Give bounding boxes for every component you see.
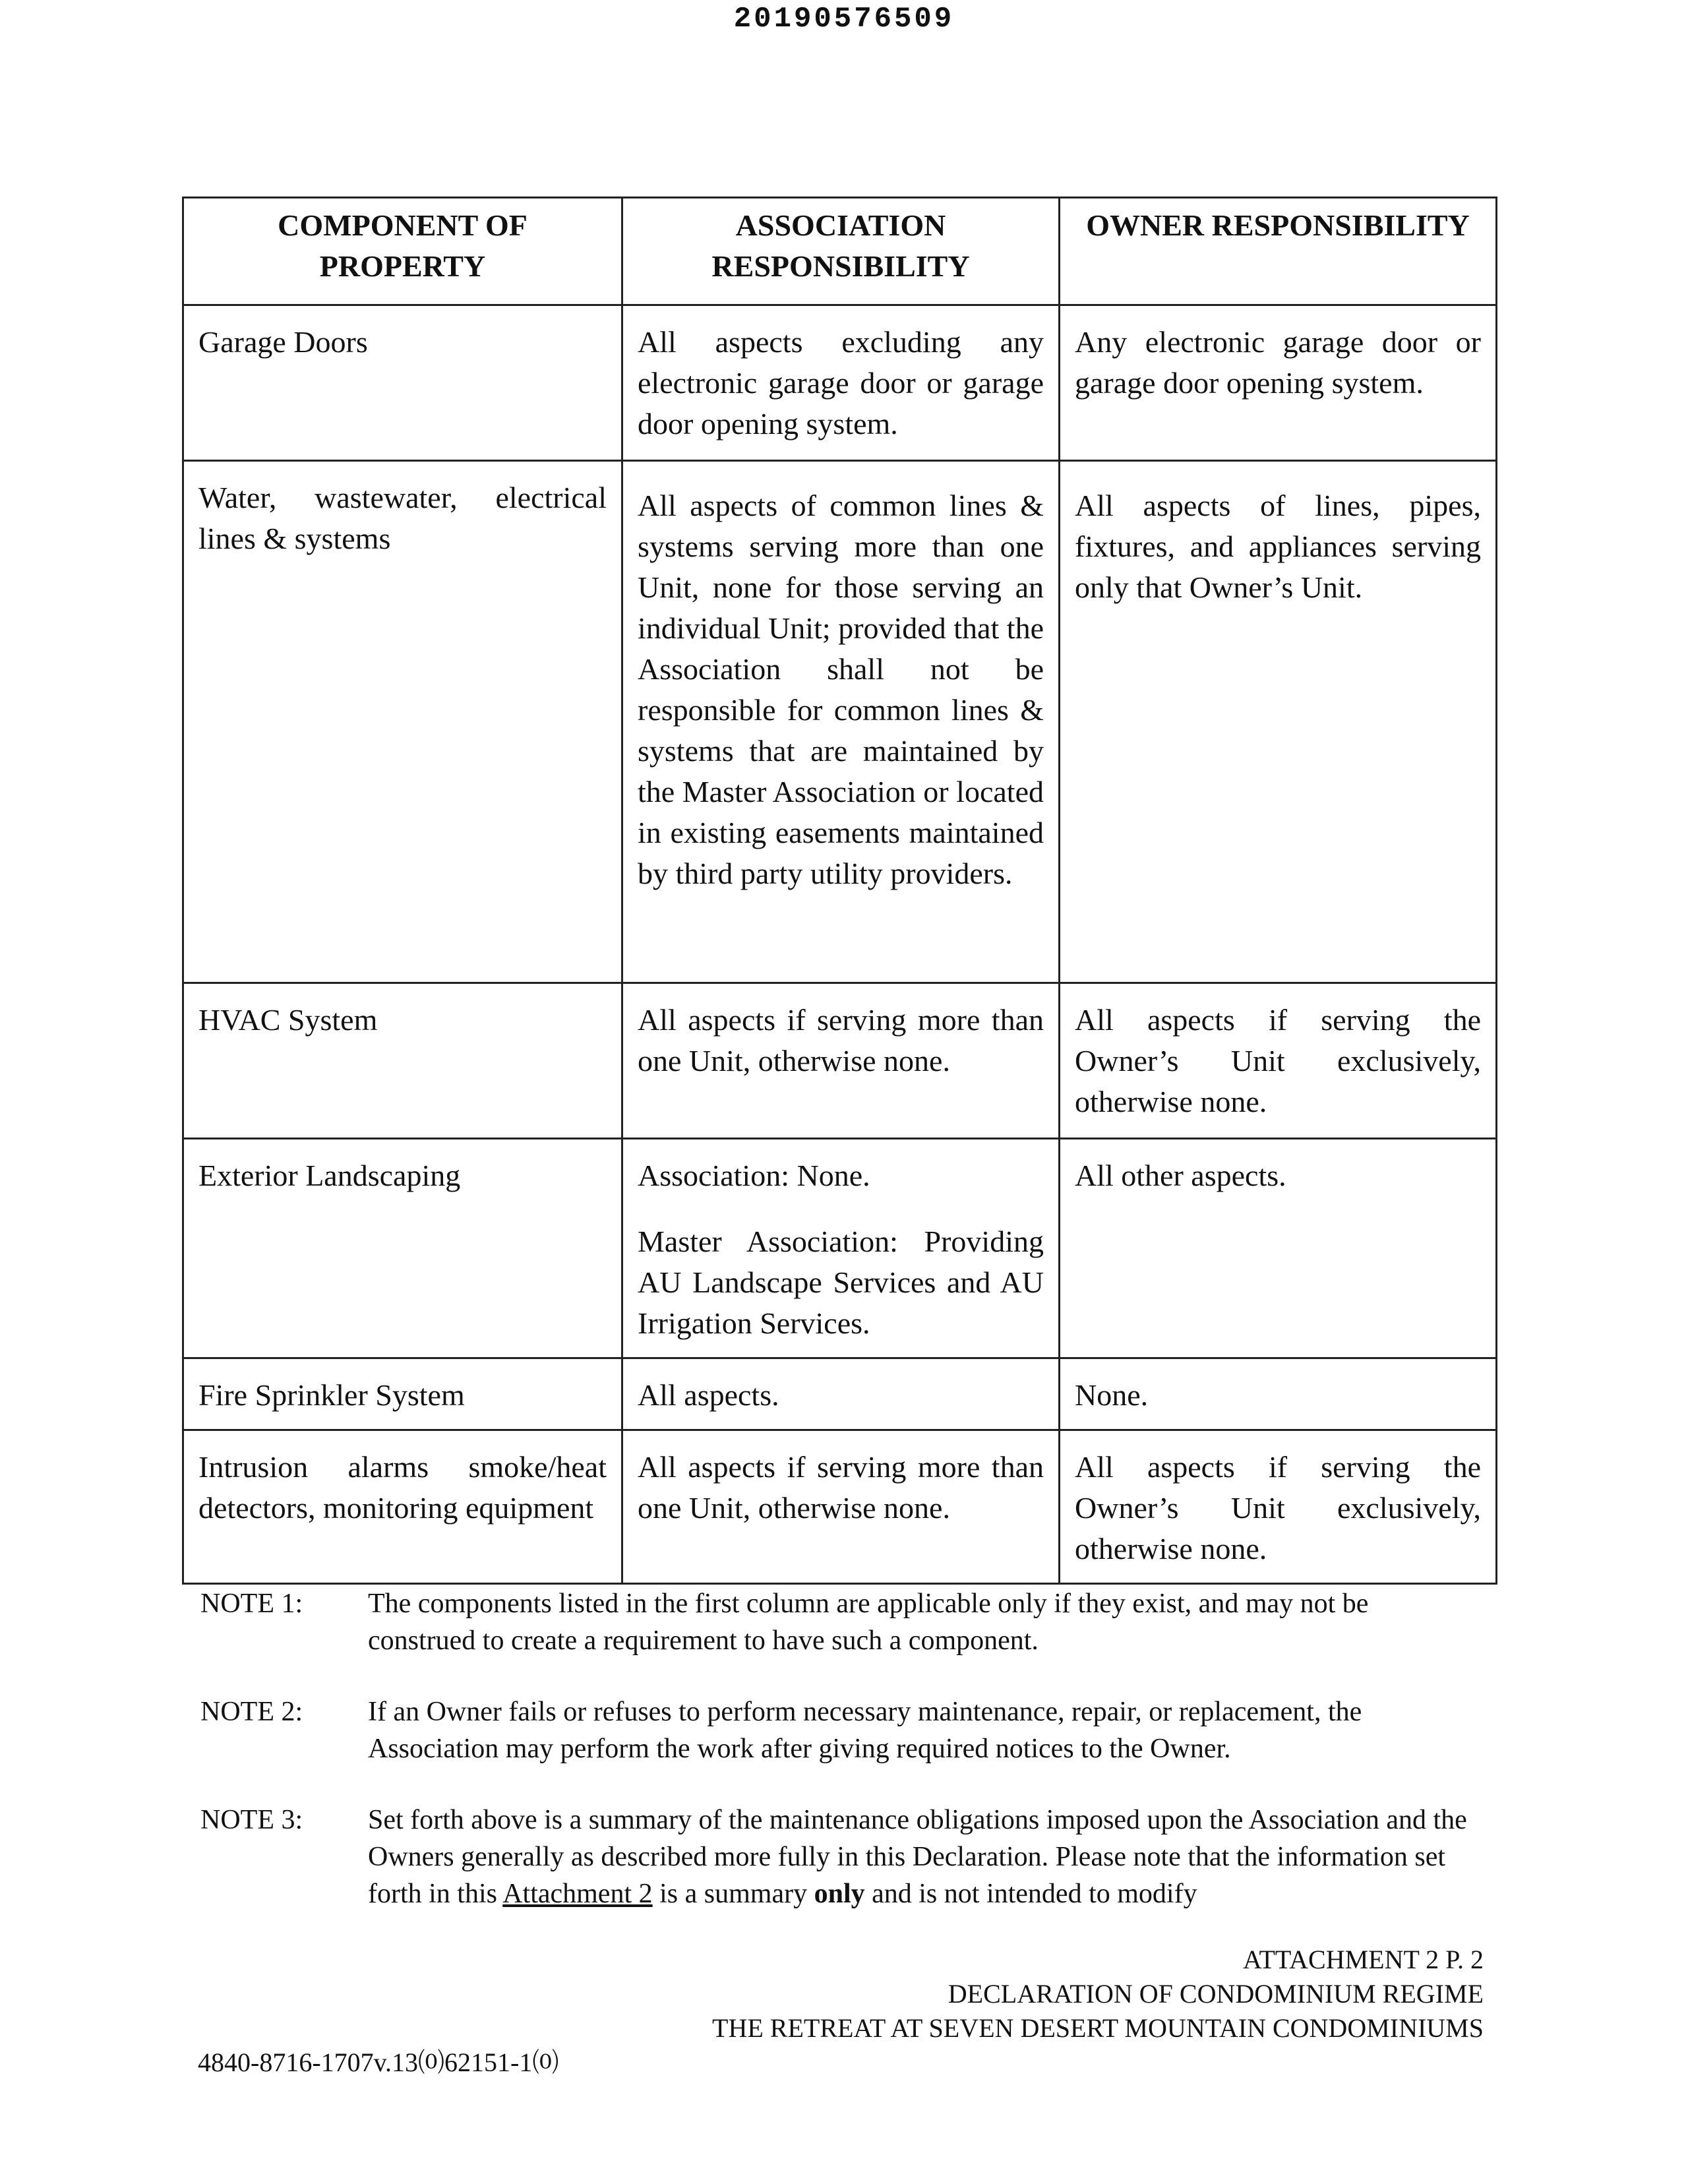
- responsibility-table: [182, 197, 1497, 1585]
- document-id: 4840-8716-1707v.13⒪62151-1⒪: [198, 2048, 559, 2077]
- association-text: All aspects.: [638, 1378, 779, 1412]
- owner-cell: All other aspects.: [1060, 1139, 1497, 1358]
- recording-number: 20190576509: [733, 3, 955, 36]
- component-cell: HVAC System: [183, 983, 622, 1139]
- header-owner: OWNER RESPONSIBILITY: [1060, 198, 1497, 305]
- note-text: If an Owner fails or refuses to perform necessary maintenance, repair, or replacement, the Association may perform the work after giving required notices to the Owner.: [368, 1697, 1362, 1764]
- table-row: [183, 305, 1497, 461]
- owner-cell: All aspects of lines, pipes, fixtures, and appliances serving only that Owner’s Unit.: [1060, 461, 1497, 983]
- association-text: All aspects excluding any electronic garage door or garage door opening system.: [638, 325, 1044, 440]
- association-cell: [622, 1430, 1060, 1584]
- owner-cell: None.: [1060, 1358, 1497, 1430]
- association-cell: [622, 983, 1060, 1139]
- note-2: [200, 1693, 1482, 1767]
- note-3: [200, 1802, 1482, 1912]
- notes-section: [200, 1585, 1482, 1947]
- table-row: [183, 461, 1497, 983]
- table-row: [183, 1139, 1497, 1358]
- header-component: COMPONENT OF PROPERTY: [183, 198, 622, 305]
- note-label: NOTE 2:: [200, 1697, 303, 1727]
- component-cell: Garage Doors: [183, 305, 622, 461]
- table-header-row: [183, 198, 1497, 305]
- table-row: [183, 1358, 1497, 1430]
- association-text: All aspects of common lines & systems serving more than one Unit, none for those serving an individual Unit; provided that the Association shall not be responsible for common lines & systems that are maintained by the Master Association or located in existing easements maintained by third party utility providers.: [638, 489, 1044, 890]
- footer-declaration: DECLARATION OF CONDOMINIUM REGIME: [948, 1979, 1484, 2009]
- owner-cell: All aspects if serving the Owner’s Unit exclusively, otherwise none.: [1060, 1430, 1497, 1584]
- footer-property-name: THE RETREAT AT SEVEN DESERT MOUNTAIN CONDOMINIUMS: [712, 2013, 1484, 2043]
- component-cell: Intrusion alarms smoke/heat detectors, monitoring equipment: [183, 1430, 622, 1584]
- table-row: [183, 1430, 1497, 1584]
- note-1: [200, 1585, 1482, 1659]
- association-cell: [622, 1139, 1060, 1358]
- association-cell: [622, 461, 1060, 983]
- note-text: [368, 1802, 1482, 1912]
- emphasis-only: only: [814, 1879, 865, 1909]
- owner-cell: Any electronic garage door or garage door opening system.: [1060, 305, 1497, 461]
- note-label: NOTE 3:: [200, 1805, 303, 1835]
- association-cell: [622, 1358, 1060, 1430]
- note-text-part: is a summary: [652, 1879, 814, 1909]
- owner-cell: All aspects if serving the Owner’s Unit exclusively, otherwise none.: [1060, 983, 1497, 1139]
- attachment-reference: Attachment 2: [502, 1879, 653, 1909]
- association-text: Association: None.: [638, 1159, 870, 1192]
- note-text-part: and is not intended to modify: [864, 1879, 1197, 1909]
- page-footer: [712, 1943, 1484, 2046]
- component-cell: Water, wastewater, electrical lines & systems: [183, 461, 622, 983]
- association-text: All aspects if serving more than one Unit, otherwise none.: [638, 1003, 1044, 1077]
- note-label: NOTE 1:: [200, 1589, 303, 1619]
- note-text-part: Set forth above is a summary of the maintenance obligations imposed upon the Association and the Owners generally as described more fully in this Declaration. Please note that the information set forth in this: [368, 1805, 1467, 1909]
- association-cell: [622, 305, 1060, 461]
- header-association: ASSOCIATION RESPONSIBILITY: [622, 198, 1060, 305]
- table-row: [183, 983, 1497, 1139]
- association-text: Master Association: Providing AU Landscape Services and AU Irrigation Services.: [638, 1225, 1044, 1340]
- note-text: The components listed in the first column are applicable only if they exist, and may not be construed to create a requirement to have such a component.: [368, 1589, 1369, 1656]
- footer-attachment: ATTACHMENT 2 P. 2: [1243, 1945, 1484, 1974]
- component-cell: Fire Sprinkler System: [183, 1358, 622, 1430]
- association-text: All aspects if serving more than one Unit, otherwise none.: [638, 1450, 1044, 1525]
- component-cell: Exterior Landscaping: [183, 1139, 622, 1358]
